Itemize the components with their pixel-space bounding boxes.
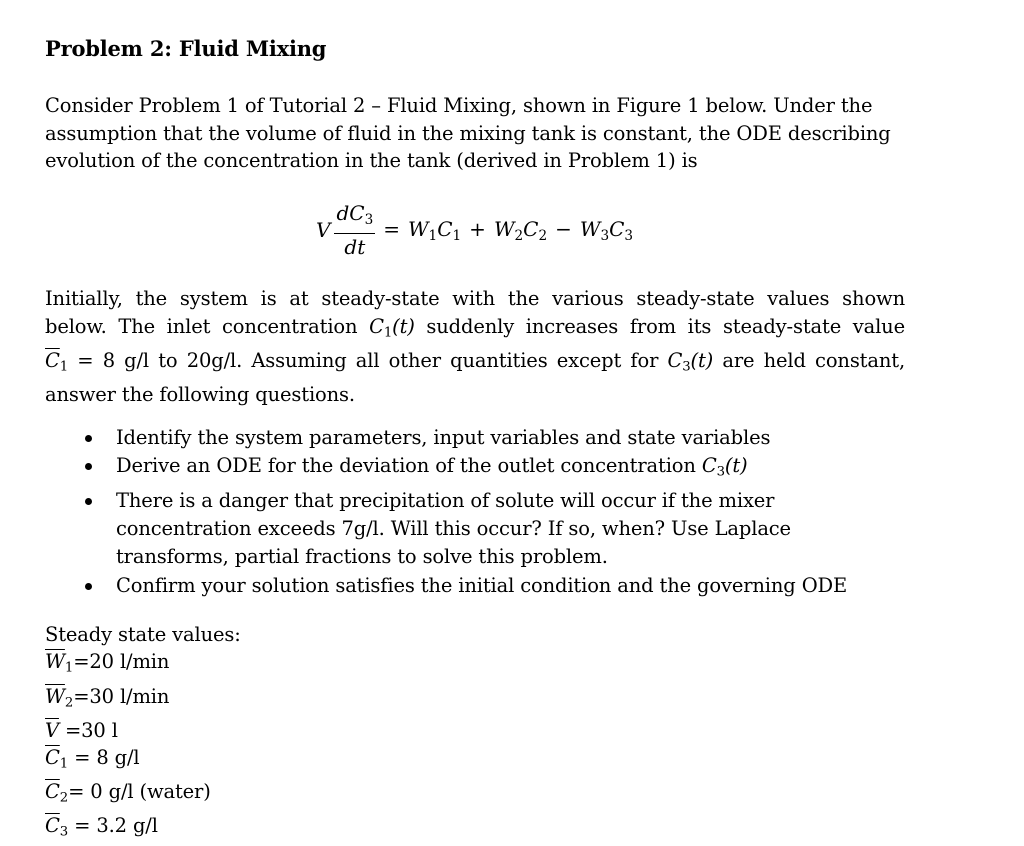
question-list [85, 424, 847, 600]
intro-line: assumption that the volume of fluid in the mixing tank is constant, the ODE describing [45, 121, 891, 145]
governing-ode-equation [316, 200, 633, 260]
steady-state-item: $\overline{C}_2= 0$ g/l (water) [45, 780, 211, 806]
para-line: $\overline{C}_1 = 8$ g/l to 20g/l. Assuming all other quantities except for $C_3(t)$ are held constant, [45, 348, 905, 375]
bullet-icon [85, 498, 92, 505]
list-item: Confirm your solution satisfies the initial condition and the governing ODE [85, 572, 847, 600]
intro-line: evolution of the concentration in the tank (derived in Problem 1) is [45, 149, 698, 172]
equation-rhs: = $W_1C_1 + W_2C_2 - W_3C_3$ [383, 216, 634, 244]
equation-term: $W_1C_1$ [407, 216, 462, 244]
list-item: Derive an ODE for the deviation of the outlet concentration $C_3(t)$ [85, 452, 847, 487]
bullet-icon [85, 435, 92, 442]
fraction-numerator: $dC_3$ [334, 201, 375, 234]
steady-state-heading: Steady state values: [45, 623, 241, 646]
intro-line: Consider Problem 1 of Tutorial 2 – Fluid Mixing, shown in Figure 1 below. Under the [45, 94, 873, 117]
problem-title: Problem 2: Fluid Mixing [45, 36, 327, 61]
para-line: below. The inlet concentration $C_1(t)$ suddenly increases from its steady-state value [45, 314, 905, 341]
intro-paragraph [45, 92, 895, 175]
steady-state-item: $\overline{V} =30$ l [45, 718, 118, 742]
steady-state-item: $\overline{C}_3 = 3.2$ g/l [45, 814, 158, 840]
equation-term: $W_3C_3$ [579, 216, 634, 244]
para-line: Initially, the system is at steady-state with the various steady-state values shown [45, 287, 905, 310]
list-item: There is a danger that precipitation of solute will occur if the mixer concentration exceeds 7g/l. Will this occur? If so, when? Use Laplace transforms, partial fractions to solve this problem. [85, 487, 847, 571]
initial-conditions-paragraph [45, 285, 905, 408]
steady-state-item: $\overline{W}_2=30$ l/min [45, 684, 170, 711]
para-line: answer the following questions. [45, 382, 355, 406]
steady-state-item: $\overline{W}_1=20$ l/min [45, 650, 170, 677]
list-item: Identify the system parameters, input variables and state variables [85, 424, 847, 452]
steady-state-values [45, 621, 241, 846]
equation-volume-symbol: V [316, 218, 331, 242]
equation-derivative-fraction [334, 201, 375, 259]
equation-term: $W_2C_2$ [493, 216, 548, 244]
bullet-icon [85, 463, 92, 470]
bullet-icon [85, 583, 92, 590]
fraction-denominator: dt [344, 234, 366, 259]
steady-state-item: $\overline{C}_1 = 8$ g/l [45, 746, 140, 772]
